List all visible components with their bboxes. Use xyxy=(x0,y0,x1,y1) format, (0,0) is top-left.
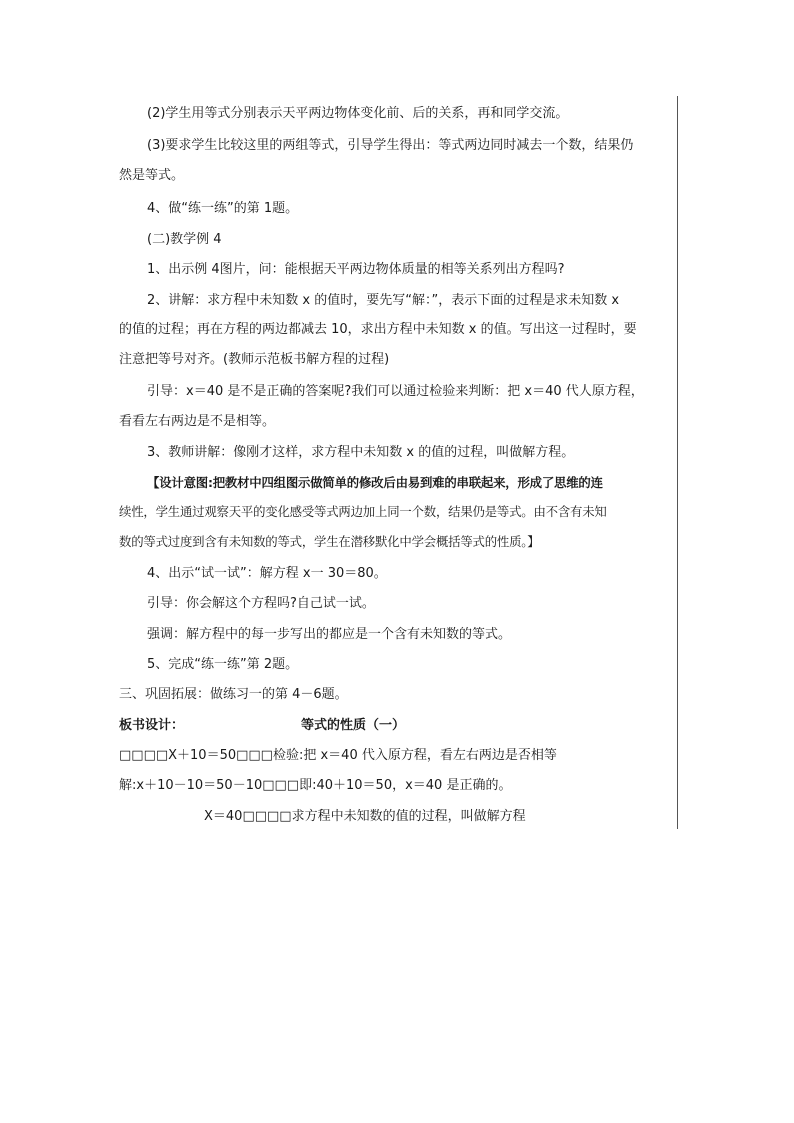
text-line: 4、出示“试一试”：解方程 x一 30＝80。 xyxy=(147,566,387,581)
text-line: 引导：你会解这个方程吗?自己试一试。 xyxy=(147,596,375,611)
text-line: (3)要求学生比较这里的两组等式，引导学生得出：等式两边同时减去一个数，结果仍 xyxy=(147,138,634,153)
board-line-1: □□□□X＋10＝50□□□检验:把 x＝40 代入原方程，看左右两边是否相等 xyxy=(119,748,557,763)
section-heading: 三、巩固拓展：做练习一的第 4－6题。 xyxy=(119,687,348,702)
design-intent-line: 续性，学生通过观察天平的变化感受等式两边加上同一个数，结果仍是等式。由不含有未知 xyxy=(119,504,607,519)
text-line: 4、做“练一练”的第 1题。 xyxy=(147,201,299,216)
text-line: 看看左右两边是不是相等。 xyxy=(119,414,276,429)
text-line: 的值的过程；再在方程的两边都减去 10，求出方程中未知数 x 的值。写出这一过程时，要 xyxy=(119,322,637,337)
design-intent-text: 【设计意图:把教材中四组图示做简单的修改后由易到难的串联起来，形成了思维的连 xyxy=(147,475,603,490)
text-line: 2、讲解：求方程中未知数 x 的值时，要先写“解：”，表示下面的过程是求未知数 x xyxy=(147,293,620,308)
board-line-2: 解:x＋10－10＝50－10□□□即:40＋10＝50，x＝40 是正确的。 xyxy=(119,778,512,793)
design-intent-line xyxy=(147,474,671,492)
text-line: 强调：解方程中的每一步写出的都应是一个含有未知数的等式。 xyxy=(147,627,512,642)
board-line-3: X＝40□□□□求方程中未知数的值的过程，叫做解方程 xyxy=(204,809,526,824)
board-design-title: 等式的性质（一） xyxy=(301,718,406,733)
design-intent-line: 数的等式过度到含有未知数的等式，学生在潜移默化中学会概括等式的性质。】 xyxy=(119,534,540,549)
text-line: 然是等式。 xyxy=(119,168,185,183)
text-line: 3、教师讲解：像刚才这样，求方程中未知数 x 的值的过程，叫做解方程。 xyxy=(147,445,575,460)
text-line: 注意把等号对齐。(教师示范板书解方程的过程) xyxy=(119,352,390,367)
text-line: 1、出示例 4图片，问：能根据天平两边物体质量的相等关系列出方程吗? xyxy=(147,262,565,277)
text-line: 5、完成“练一练”第 2题。 xyxy=(147,657,299,672)
board-design-label: 板书设计： xyxy=(119,718,185,733)
table-border-right xyxy=(677,96,678,829)
section-heading: (二)教学例 4 xyxy=(147,232,222,247)
text-line: 引导：x＝40 是不是正确的答案呢?我们可以通过检验来判断：把 x＝40 代人原方程， xyxy=(147,384,644,399)
text-line: (2)学生用等式分别表示天平两边物体变化前、后的关系，再和同学交流。 xyxy=(147,106,569,121)
